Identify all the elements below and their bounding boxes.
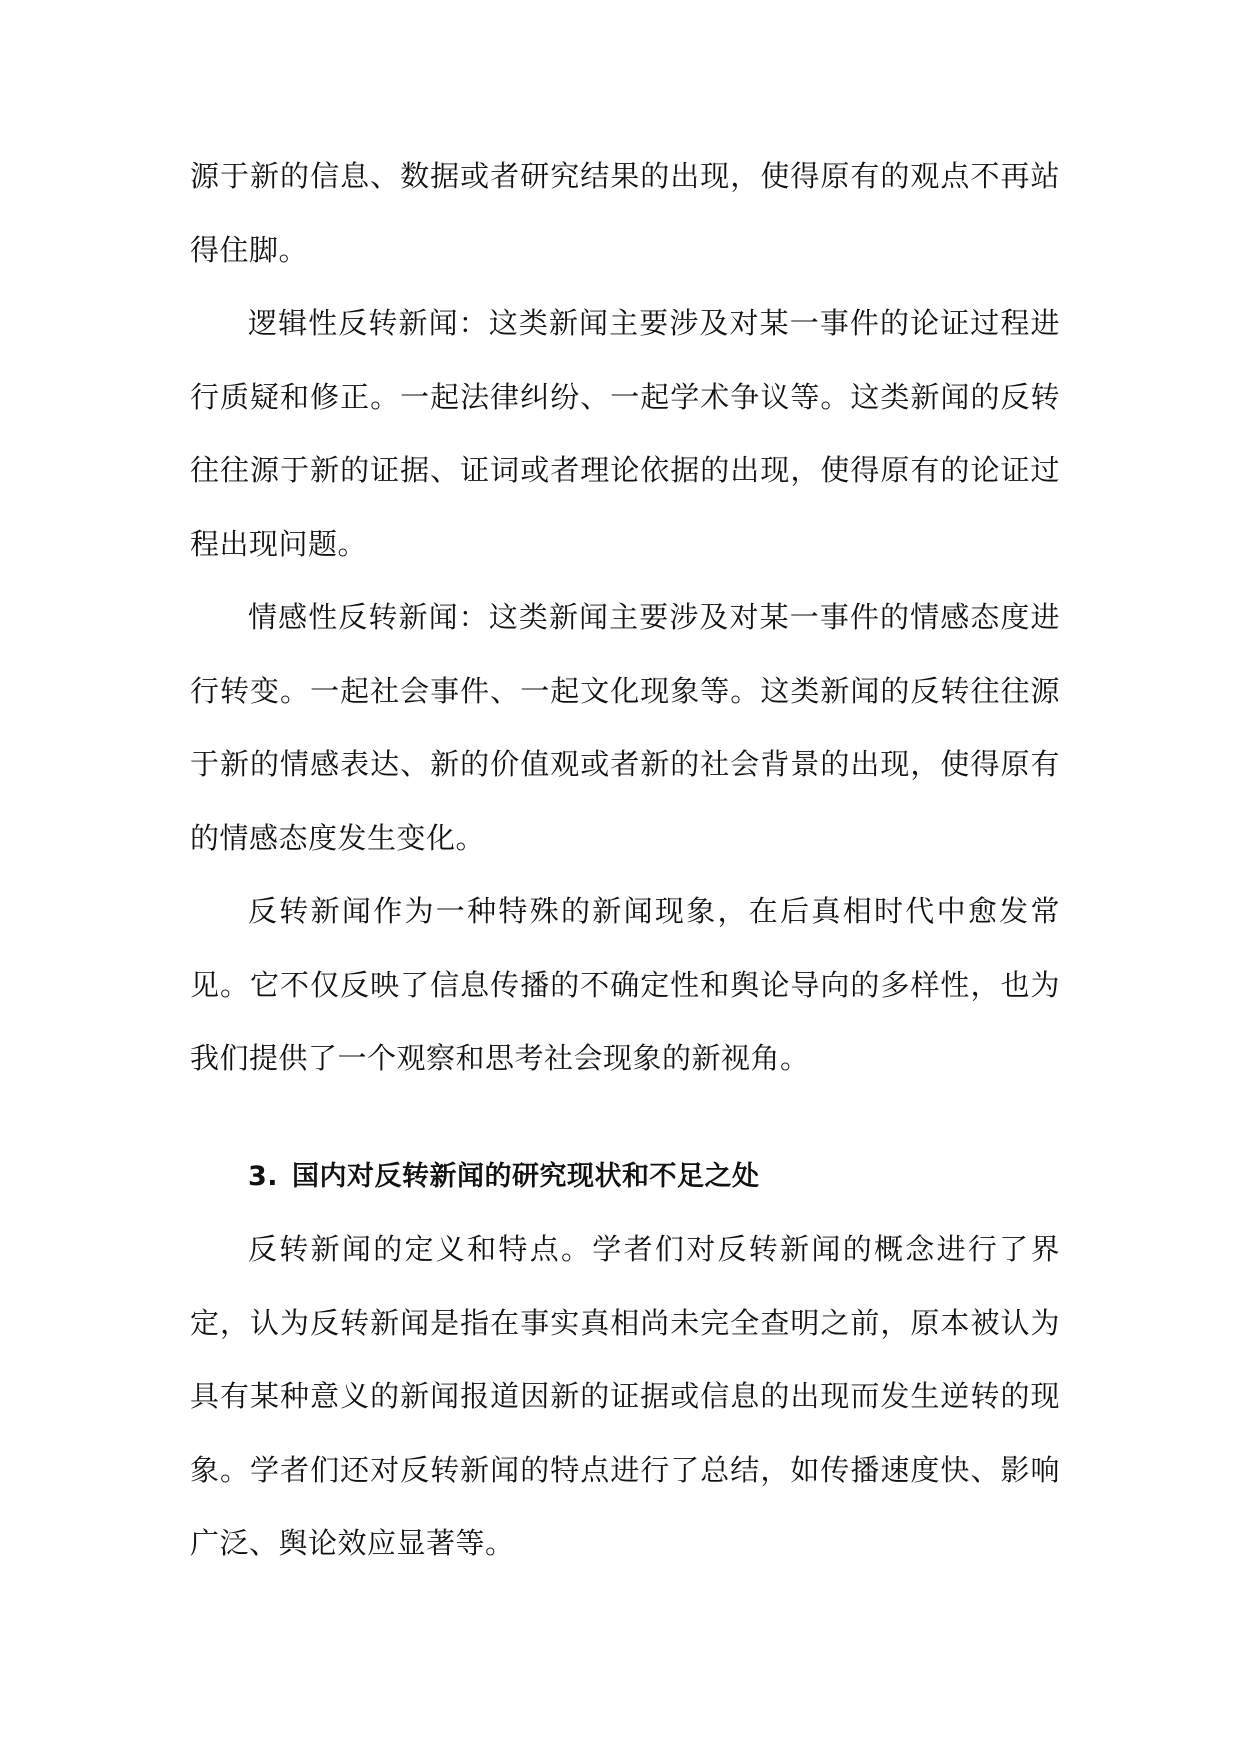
paragraph-definition: 反转新闻的定义和特点。学者们对反转新闻的概念进行了界定，认为反转新闻是指在事实真相尚未完全查明之前，原本被认为具有某种意义的新闻报道因新的证据或信息的出现而发生逆转的现象。学者们还对反转新闻的特点进行了总结，如传播速度快、影响广泛、舆论效应显著等。	[190, 1232, 1060, 1560]
section-title: 国内对反转新闻的研究现状和不足之处	[292, 1160, 760, 1192]
paragraph-reversal-summary: 反转新闻作为一种特殊的新闻现象，在后真相时代中愈发常见。它不仅反映了信息传播的不确定性和舆论导向的多样性，也为我们提供了一个观察和思考社会现象的新视角。	[190, 894, 1060, 1075]
paragraph-continuation: 源于新的信息、数据或者研究结果的出现，使得原有的观点不再站得住脚。	[190, 159, 1060, 267]
paragraph-logical-reversal: 逻辑性反转新闻：这类新闻主要涉及对某一事件的论证过程进行质疑和修正。一起法律纠纷、一起学术争议等。这类新闻的反转往往源于新的证据、证词或者理论依据的出现，使得原有的论证过程出现问题。	[190, 306, 1060, 561]
section-number: 3.	[248, 1160, 279, 1192]
paragraph-emotional-reversal: 情感性反转新闻：这类新闻主要涉及对某一事件的情感态度进行转变。一起社会事件、一起文化现象等。这类新闻的反转往往源于新的情感表达、新的价值观或者新的社会背景的出现，使得原有的情感态度发生变化。	[190, 600, 1060, 855]
document-body	[190, 140, 1060, 1581]
section-spacer	[190, 1096, 1060, 1140]
section-heading	[190, 1140, 1060, 1214]
